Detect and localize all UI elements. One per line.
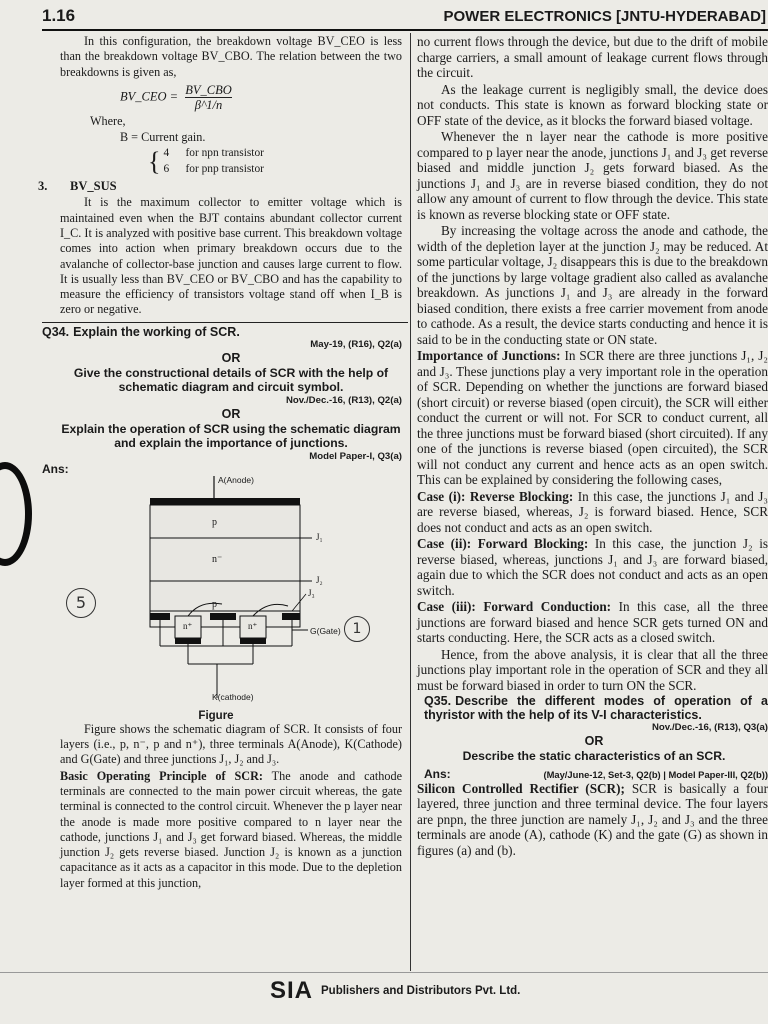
circled-1-annotation: 1 [344, 616, 370, 642]
formula-lhs: BV_CEO = [120, 89, 179, 104]
q35-answer-line [420, 767, 768, 781]
operating-principle-paragraph: Basic Operating Principle of SCR: The anode and cathode terminals are connected to the main power circuit whereas, the gate terminal is connected to the control circuit. Whenever the p layer near the anode is made more positive compared to n layer near the cathode, junctions J₁ and J₃ get forward biased. Whereas, the middle junction J₂ gets reverse biased. Junction J₂ is known as a junction capacitance as it acts as a capacitor in this mode. Due to the depletion layer formed at this junction, [60, 768, 403, 890]
gate-label: G(Gate) [310, 625, 341, 636]
q34-alternative-2: Explain the operation of SCR using the schematic diagram and explain the importance of junctions. [61, 421, 401, 451]
layer-p-label: p [212, 516, 217, 528]
section-3-heading: 3. BV_SUS [38, 179, 117, 194]
figure-caption: Figure [198, 709, 234, 722]
anode-label: A(Anode) [218, 474, 254, 485]
breakdown-formula [120, 83, 402, 112]
q34-title: Q34. Explain the working of SCR. [42, 324, 240, 339]
left-column [38, 34, 403, 892]
gain-definition: B = Current gain. [120, 130, 206, 145]
n-plus-left-label: n⁺ [183, 620, 193, 631]
reverse-blocking-paragraph: Whenever the n layer near the cathode is more positive compared to p layer near the anode, junctions J₁ and J₃ get reverse biased and middle junction J₂ gets forward biased. As the junctions J₁ and J₃ are in reverse biased condition, they do not allow any amount of current to flow through the device. This state is known as reverse blocking state or OFF state. [417, 129, 768, 222]
page-footer [0, 972, 768, 1005]
running-title: POWER ELECTRONICS [JNTU-HYDERABAD] [443, 8, 766, 25]
formula-numerator: BV_CBO [185, 82, 232, 97]
q35-block [420, 694, 768, 781]
where-label: Where, [90, 113, 126, 128]
q34-alternative-1: Give the constructional details of SCR with the help of schematic diagram and circuit symbol. [73, 365, 389, 395]
scr-figure [60, 476, 402, 708]
leakage-paragraph: no current flows through the device, but due to the drift of mobile charge carriers, a small amount of leakage current flows through the circuit. [417, 34, 768, 80]
case-forward-conduction: Case (iii): Forward Conduction: In this case, all the three junctions are forward biased and hence SCR gets turned ON and starts conducting. Here, the SCR acts as a closed switch. [417, 599, 768, 645]
q35-alternative: Describe the static characteristics of an SCR. [462, 749, 726, 763]
q34-rule [42, 322, 408, 323]
scr-definition: Silicon Controlled Rectifier (SCR); SCR is basically a four layered, three junction and three terminal device. The four layers are pnpn, the three junction are namely J₁, J₂ and J₃ and the three terminals are anode (A), cathode (K) and the gate (G) as shown in figures (a) and (b). [417, 780, 768, 858]
margin-ring-mark [0, 462, 32, 566]
junction-j1-label: J₁ [316, 531, 323, 542]
scr-schematic-diagram [60, 476, 390, 708]
or-divider-2: OR [221, 406, 241, 421]
importance-of-junctions: Importance of Junctions: In SCR there are three junctions J₁, J₂ and J₃. These junctions play a very important role in the operation of SCR. Depending on whether the junctions are forward biased (short circuit) or reverse biased (open circuit), the SCR will either conduct the current or will not. For SCR to conduct current, all the three junctions must be forward biased (short circuited). If any one of the junctions is reverse biased (open circuited), the SCR will not conduct any current and hence acts as an open switch. This can be explained by considering the following cases, [417, 348, 768, 487]
q34-alt2-reference: Model Paper-I, Q3(a) [309, 450, 402, 462]
conclusion-paragraph: Hence, from the above analysis, it is clear that all the three junctions play important role in the operation of SCR and they all must be forward biased in order to turn ON the SCR. [417, 646, 768, 693]
case-reverse-blocking: Case (i): Reverse Blocking: In this case, the junctions J₁ and J₃ are reverse biased, whereas, J₂ is forward biased. Hence, SCR does not conduct and acts as an open switch. [417, 488, 768, 535]
or-divider-1: OR [221, 350, 241, 365]
case-npn: 4 for npn transistor [163, 147, 264, 160]
q35-answer-reference: (May/June-12, Set-3, Q2(b) | Model Paper-III, Q2(b)) [543, 768, 768, 780]
footer-brand [270, 977, 520, 1005]
breakdown-intro: In this configuration, the breakdown voltage BV_CEO is less than the breakdown voltage BV_CBO. The relation between the two breakdowns is given as, [60, 34, 402, 79]
gate-layer-p-label: p [212, 598, 217, 610]
q35-answer-label: Ans: [424, 766, 451, 781]
formula-fraction [185, 83, 232, 112]
layer-n-label: n⁻ [212, 553, 223, 565]
publisher-name: Publishers and Distributors Pvt. Ltd. [321, 985, 521, 997]
q35-title: Q35. Describe the different modes of operation of a thyristor with the help of its V-I characteristics. [424, 694, 768, 722]
q34-reference: May-19, (R16), Q2(a) [310, 338, 402, 350]
bvsus-paragraph: It is the maximum collector to emitter voltage which is maintained even when the BJT contains abundant collector current I_C. It is analyzed with positive base current. This breakdown voltage comes into action when primary breakdown occurs due to the avalanche of collector-base junction and causes large current to flow. It is usually less than BV_CEO or BV_CBO and has the capability to measure the efficiency of transistors voltage stand off when I_B is zero or negative. [60, 195, 402, 317]
conducting-state-paragraph: By increasing the voltage across the anode and cathode, the width of the depletion layer at the junction J₂ may be reduced. At some particular voltage, J₂ disappears this is due to the breakdown of the junctions by large voltage gradient also called as avalanche breakdown. As junctions J₁ and J₃ are already in the forward biased condition, there exists a free carrier movement from anode to cathode. As a result, the device starts conducting and hence it is said to be in the conducting state or ON state. [417, 223, 768, 347]
figure-description: Figure shows the schematic diagram of SCR. It consists of four layers (i.e., p, n⁻, p and n⁺), three terminals A(Anode), K(Cathode) and G(Gate) and three junctions J₁, J₂ and J₃. [60, 721, 402, 767]
sia-logo: SIA [270, 977, 314, 1004]
n-plus-right-label: n⁺ [248, 620, 258, 631]
formula-denominator: β^1/n [194, 97, 223, 112]
case-pnp: 6 for pnp transistor [163, 162, 264, 175]
circled-5-annotation: 5 [66, 588, 96, 618]
page-number: 1.16 [42, 6, 76, 25]
cathode-label: K(cathode) [212, 691, 254, 702]
case-forward-blocking: Case (ii): Forward Blocking: In this case, the junction J₂ is reverse biased, whereas, junctions J₁ and J₃ are forward biased, again due to which the SCR does not conduct and acts as an open switch. [417, 536, 768, 598]
forward-blocking-paragraph: As the leakage current is negligibly small, the device does not conducts. This state is known as forward blocking state or OFF state of the device, as it blocks the forward biased voltage. [417, 81, 768, 128]
column-divider [410, 33, 411, 971]
junction-j3-label: J₃ [308, 587, 315, 598]
answer-label: Ans: [42, 461, 69, 476]
header-rule [42, 29, 768, 31]
n-cases [148, 146, 402, 177]
q34-alt1-reference: Nov./Dec.-16, (R13), Q2(a) [285, 394, 402, 406]
or-divider-3: OR [584, 734, 604, 748]
right-column [417, 34, 768, 859]
case-brace: { [148, 146, 161, 176]
q35-reference: Nov./Dec.-16, (R13), Q3(a) [651, 722, 768, 733]
junction-j2-label: J₂ [316, 574, 323, 585]
